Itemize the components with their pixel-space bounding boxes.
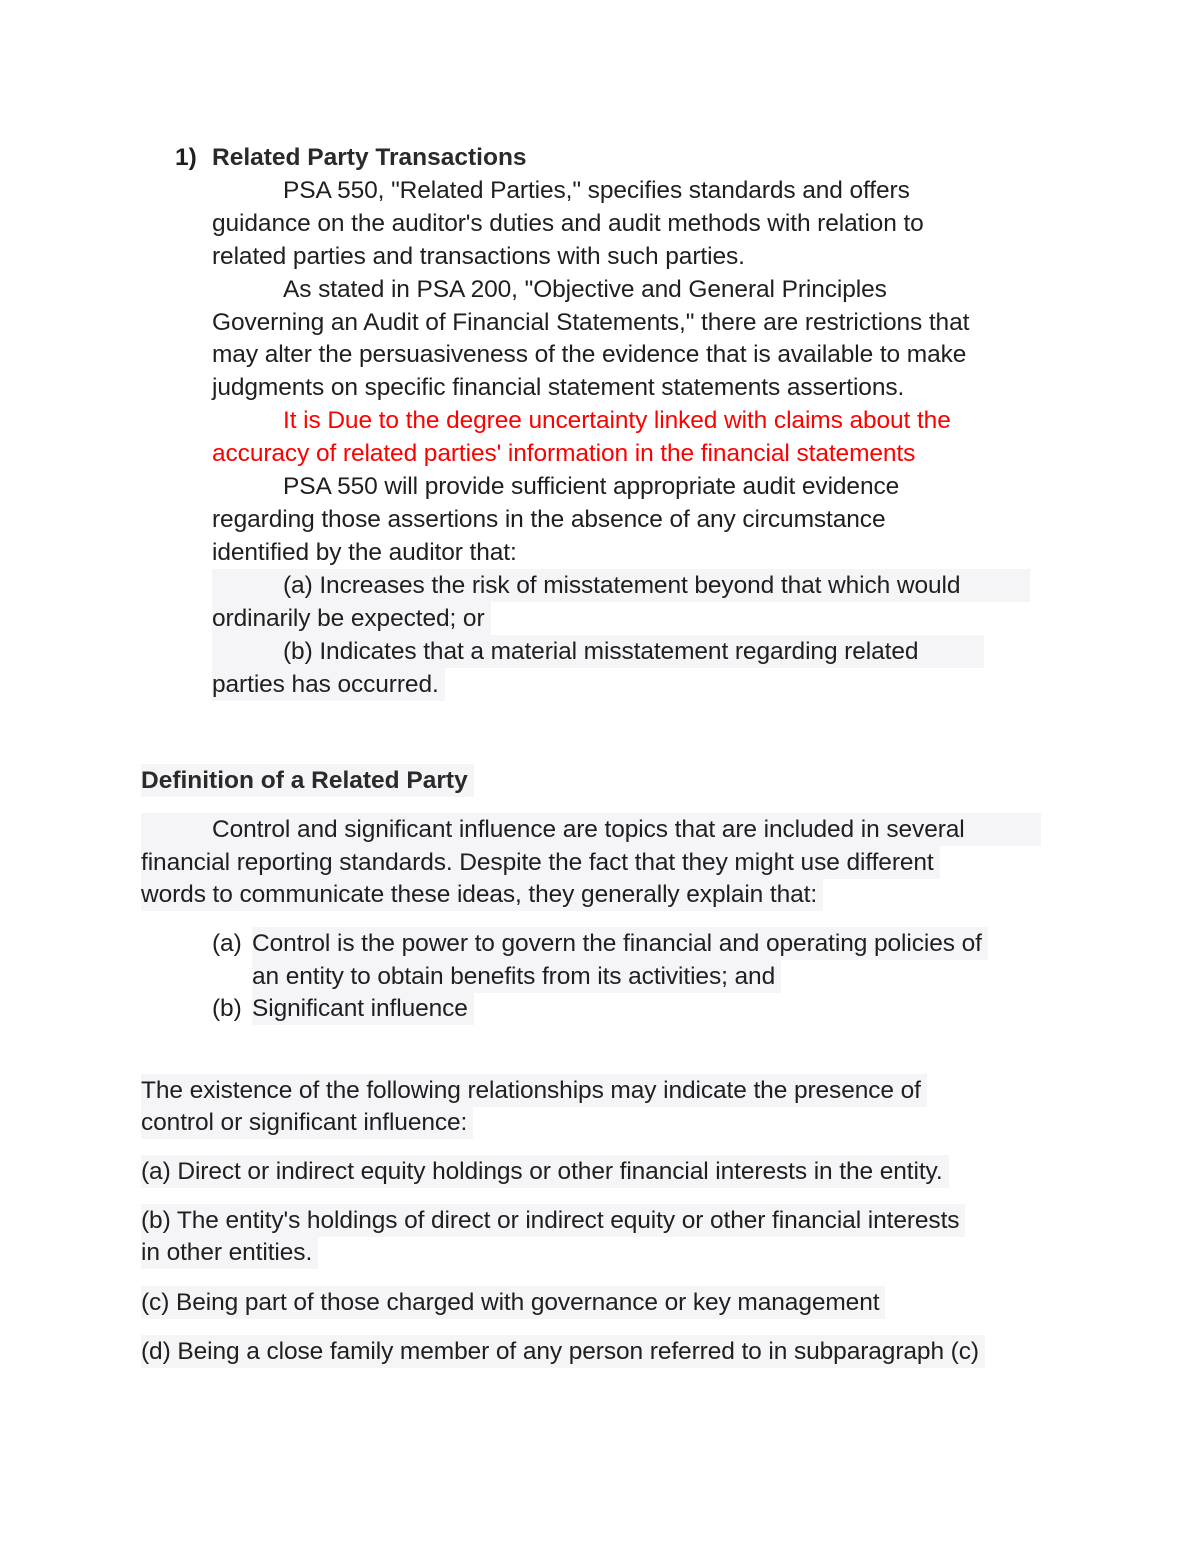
list-marker: (b) [212, 995, 242, 1022]
list-item-line: ordinarily be expected; or [212, 602, 491, 635]
section-heading: Definition of a Related Party [141, 764, 474, 797]
relationship-item: (c) Being part of those charged with governance or key management [141, 1286, 885, 1319]
paragraph-line: judgments on specific financial statement statements assertions. [212, 374, 905, 401]
list-item-line: (b) Indicates that a material misstatement regarding related [283, 638, 919, 665]
relationship-item: (d) Being a close family member of any person referred to in subparagraph (c) [141, 1335, 985, 1368]
paragraph-line: may alter the persuasiveness of the evidence that is available to make [212, 341, 967, 368]
paragraph-line: PSA 550, "Related Parties," specifies standards and offers [283, 177, 910, 204]
paragraph-line: identified by the auditor that: [212, 539, 517, 566]
relationship-item: in other entities. [141, 1236, 318, 1269]
section-title: Related Party Transactions [212, 144, 527, 171]
highlighted-note-line: accuracy of related parties' information in the financial statements [212, 440, 916, 467]
highlighted-note-line: It is Due to the degree uncertainty linked with claims about the [283, 407, 951, 434]
list-item-line: parties has occurred. [212, 668, 445, 701]
paragraph-line: As stated in PSA 200, "Objective and General Principles [283, 276, 887, 303]
paragraph-line: words to communicate these ideas, they generally explain that: [141, 878, 823, 911]
paragraph-line: regarding those assertions in the absence of any circumstance [212, 506, 886, 533]
paragraph-line: PSA 550 will provide sufficient appropriate audit evidence [283, 473, 900, 500]
relationship-item: (a) Direct or indirect equity holdings or other financial interests in the entity. [141, 1155, 949, 1188]
section-number: 1) [175, 144, 197, 171]
list-marker: (a) [212, 930, 242, 957]
paragraph-line: related parties and transactions with such parties. [212, 243, 745, 270]
list-item-line: (a) Increases the risk of misstatement beyond that which would [283, 572, 961, 599]
list-item-line: Control is the power to govern the financial and operating policies of [252, 927, 988, 960]
paragraph-line: control or significant influence: [141, 1106, 473, 1139]
list-item-line: an entity to obtain benefits from its activities; and [252, 960, 781, 993]
paragraph-line: Governing an Audit of Financial Statements," there are restrictions that [212, 309, 970, 336]
paragraph-line: The existence of the following relationships may indicate the presence of [141, 1074, 927, 1107]
paragraph-line: guidance on the auditor's duties and audit methods with relation to [212, 210, 924, 237]
relationship-item: (b) The entity's holdings of direct or indirect equity or other financial interests [141, 1204, 965, 1237]
paragraph-line: Control and significant influence are topics that are included in several [212, 816, 965, 843]
paragraph-line: financial reporting standards. Despite the fact that they might use different [141, 846, 940, 879]
list-item-line: Significant influence [252, 992, 474, 1025]
